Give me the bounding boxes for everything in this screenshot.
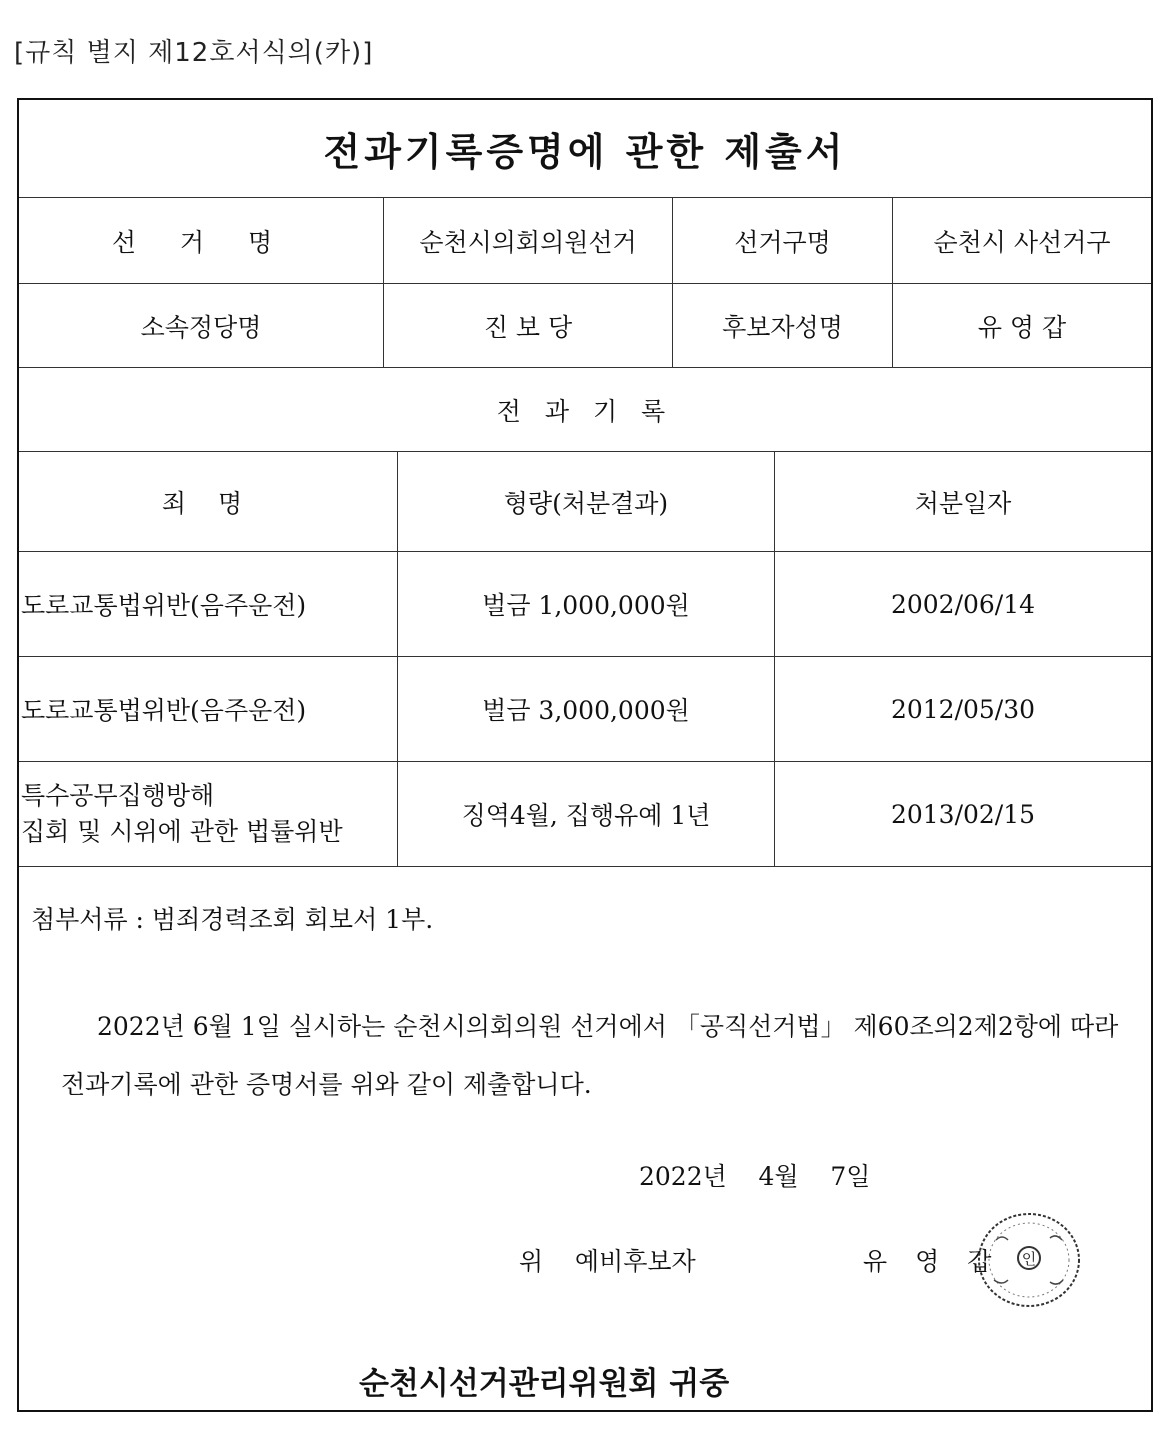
offense-cell: 도로교통법위반(음주운전) <box>21 591 307 620</box>
attachment-note: 첨부서류 : 범죄경력조회 회보서 1부. <box>31 905 434 934</box>
statement-line-2: 전과기록에 관한 증명서를 위와 같이 제출합니다. <box>61 1070 592 1099</box>
form-reference: [규칙 별지 제12호서식의(카)] <box>14 38 374 68</box>
header-date: 처분일자 <box>774 452 1151 551</box>
sentence-cell: 징역4월, 집행유예 1년 <box>397 762 774 866</box>
date-cell: 2002/06/14 <box>774 552 1151 656</box>
district-value: 순천시 사선거구 <box>892 198 1151 283</box>
candidate-value: 유 영 갑 <box>892 284 1151 367</box>
election-label: 선 거 명 <box>111 227 291 257</box>
party-row <box>19 284 1151 368</box>
offense-cell: 도로교통법위반(음주운전) <box>21 696 307 725</box>
election-row <box>19 198 1151 284</box>
title-row <box>19 100 1151 198</box>
seal-stamp-icon <box>974 1210 1084 1310</box>
addressee: 순천시선거관리위원회 귀중 <box>359 1366 730 1402</box>
records-header-row <box>19 452 1151 552</box>
table-row <box>19 762 1151 867</box>
signer-role: 위 예비후보자 <box>519 1247 696 1276</box>
table-row <box>19 552 1151 657</box>
table-row <box>19 657 1151 762</box>
signer-name: 유 영 갑 <box>863 1247 1002 1276</box>
submit-date: 2022년 4월 7일 <box>639 1162 871 1191</box>
sentence-cell: 벌금 1,000,000원 <box>397 552 774 656</box>
document-title: 전과기록증명에 관한 제출서 <box>323 129 847 174</box>
offense-cell <box>19 762 397 866</box>
offense-line-2: 집회 및 시위에 관한 법률위반 <box>21 817 343 846</box>
records-heading: 전 과 기 록 <box>496 396 674 426</box>
seal-text: 인 <box>1021 1250 1037 1268</box>
district-label: 선거구명 <box>672 198 892 283</box>
records-heading-row <box>19 368 1151 452</box>
statement-paragraph <box>61 998 1145 1114</box>
sentence-cell: 벌금 3,000,000원 <box>397 657 774 761</box>
offense-line-1: 특수공무집행방해 <box>21 781 215 810</box>
date-cell: 2013/02/15 <box>774 762 1151 866</box>
date-cell: 2012/05/30 <box>774 657 1151 761</box>
candidate-label: 후보자성명 <box>672 284 892 367</box>
document-frame <box>17 98 1153 1412</box>
header-offense: 죄 명 <box>161 488 255 518</box>
party-label: 소속정당명 <box>140 312 262 342</box>
party-value: 진 보 당 <box>383 284 672 367</box>
header-sentence: 형량(처분결과) <box>397 452 774 551</box>
election-value: 순천시의회의원선거 <box>383 198 672 283</box>
statement-line-1: 2022년 6월 1일 실시하는 순천시의회의원 선거에서 「공직선거법」 제60조의2제2항에 따라 <box>97 1012 1119 1041</box>
